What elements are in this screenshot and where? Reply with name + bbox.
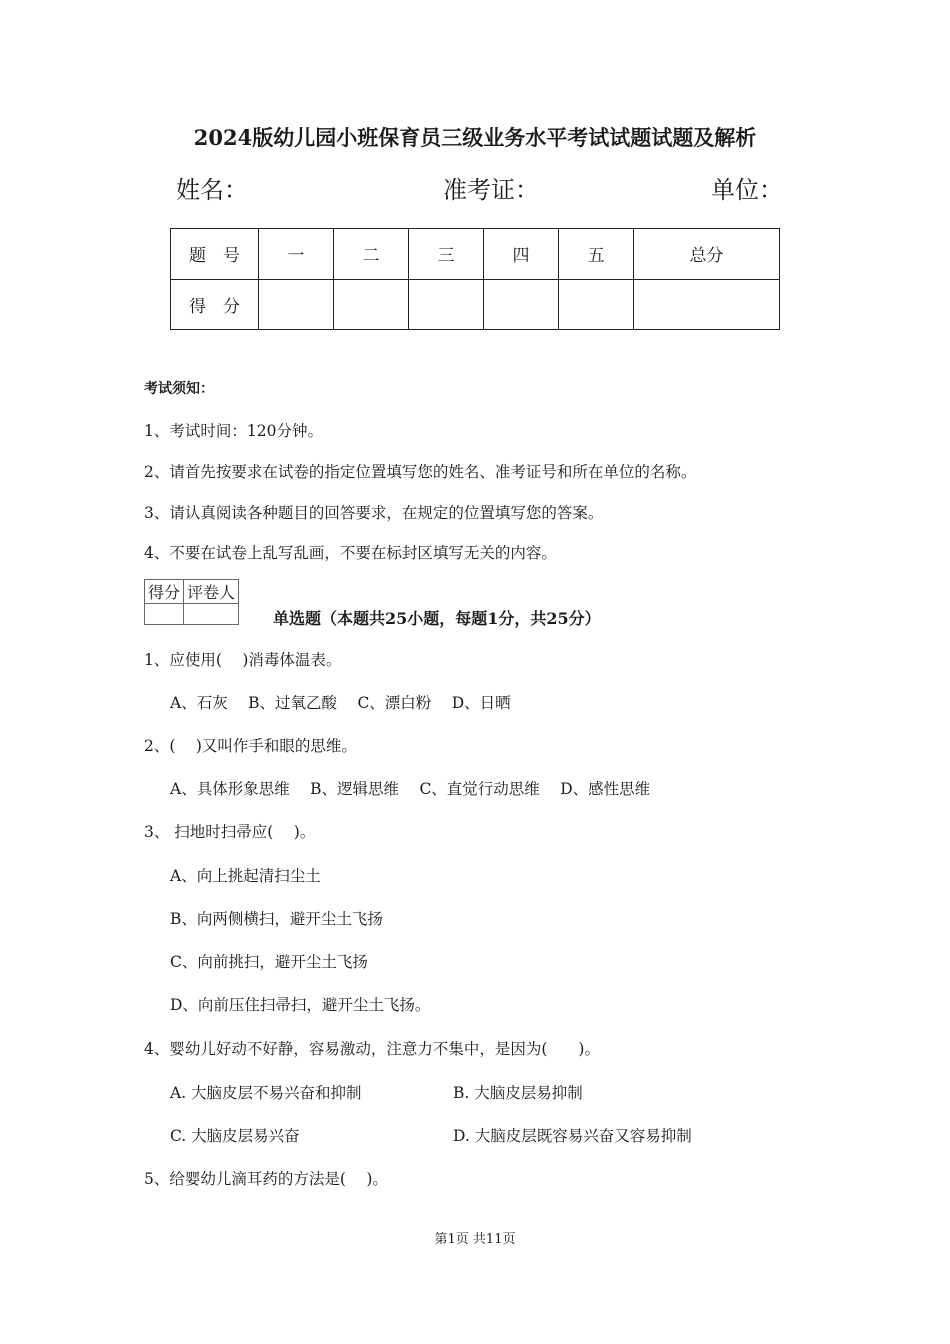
name-label: 姓名： [176, 176, 248, 204]
grader-score-label: 得分 [145, 580, 184, 604]
score-table-header-cell: 题 号 [171, 229, 259, 280]
question-stem: 3、 扫地时扫帚应( )。 [144, 823, 316, 841]
section-title: 单选题（本题共25小题，每题1分，共25分） [273, 609, 601, 628]
score-table-header-row [171, 229, 780, 280]
score-table-header-cell: 三 [409, 229, 484, 280]
score-table-header-cell: 四 [484, 229, 559, 280]
score-cell[interactable] [334, 279, 409, 330]
grader-name-label: 评卷人 [184, 580, 239, 604]
notice-item: 1、考试时间：120分钟。 [144, 422, 323, 440]
score-cell[interactable] [559, 279, 634, 330]
notice-item: 2、请首先按要求在试卷的指定位置填写您的姓名、准考证号和所在单位的名称。 [144, 463, 697, 481]
question-stem: 2、( )又叫作手和眼的思维。 [144, 737, 357, 755]
question-stem: 4、婴幼儿好动不好静，容易激动，注意力不集中，是因为( )。 [144, 1040, 600, 1058]
question-option: B. 大脑皮层易抑制 [453, 1084, 583, 1102]
notice-heading: 考试须知： [144, 381, 214, 397]
grader-box [144, 579, 239, 625]
question-option: D、向前压住扫帚扫，避开尘土飞扬。 [170, 996, 431, 1014]
notice-item: 4、不要在试卷上乱写乱画，不要在标封区填写无关的内容。 [144, 544, 557, 562]
score-table-score-row [171, 279, 780, 330]
grader-name-cell[interactable] [184, 604, 239, 625]
question-stem: 5、给婴幼儿滴耳药的方法是( )。 [144, 1170, 388, 1188]
unit-label: 单位： [711, 176, 783, 204]
score-cell[interactable] [484, 279, 559, 330]
notice-item: 3、请认真阅读各种题目的回答要求，在规定的位置填写您的答案。 [144, 504, 604, 522]
score-table-header-cell: 二 [334, 229, 409, 280]
score-cell[interactable] [634, 279, 780, 330]
score-cell[interactable] [259, 279, 334, 330]
question-options: A、具体形象思维 B、逻辑思维 C、直觉行动思维 D、感性思维 [170, 780, 651, 798]
question-option: B、向两侧横扫，避开尘土飞扬 [170, 910, 383, 928]
exam-id-label: 准考证： [443, 176, 539, 204]
score-table [170, 228, 780, 330]
score-row-label: 得 分 [171, 279, 259, 330]
question-options: A、石灰 B、过氧乙酸 C、漂白粉 D、日晒 [170, 694, 511, 712]
question-option: A. 大脑皮层不易兴奋和抑制 [170, 1084, 362, 1102]
document-title: 2024版幼儿园小班保育员三级业务水平考试试题试题及解析 [193, 125, 757, 150]
score-table-header-cell: 五 [559, 229, 634, 280]
grader-score-cell[interactable] [145, 604, 184, 625]
page-footer: 第1页 共11页 [434, 1232, 516, 1247]
question-stem: 1、应使用( )消毒体温表。 [144, 651, 342, 669]
question-option: A、向上挑起清扫尘土 [170, 867, 321, 885]
score-table-header-cell: 一 [259, 229, 334, 280]
score-table-header-cell: 总分 [634, 229, 780, 280]
question-option: C、向前挑扫，避开尘土飞扬 [170, 953, 368, 971]
score-cell[interactable] [409, 279, 484, 330]
question-option: D. 大脑皮层既容易兴奋又容易抑制 [453, 1127, 692, 1145]
question-option: C. 大脑皮层易兴奋 [170, 1127, 300, 1145]
